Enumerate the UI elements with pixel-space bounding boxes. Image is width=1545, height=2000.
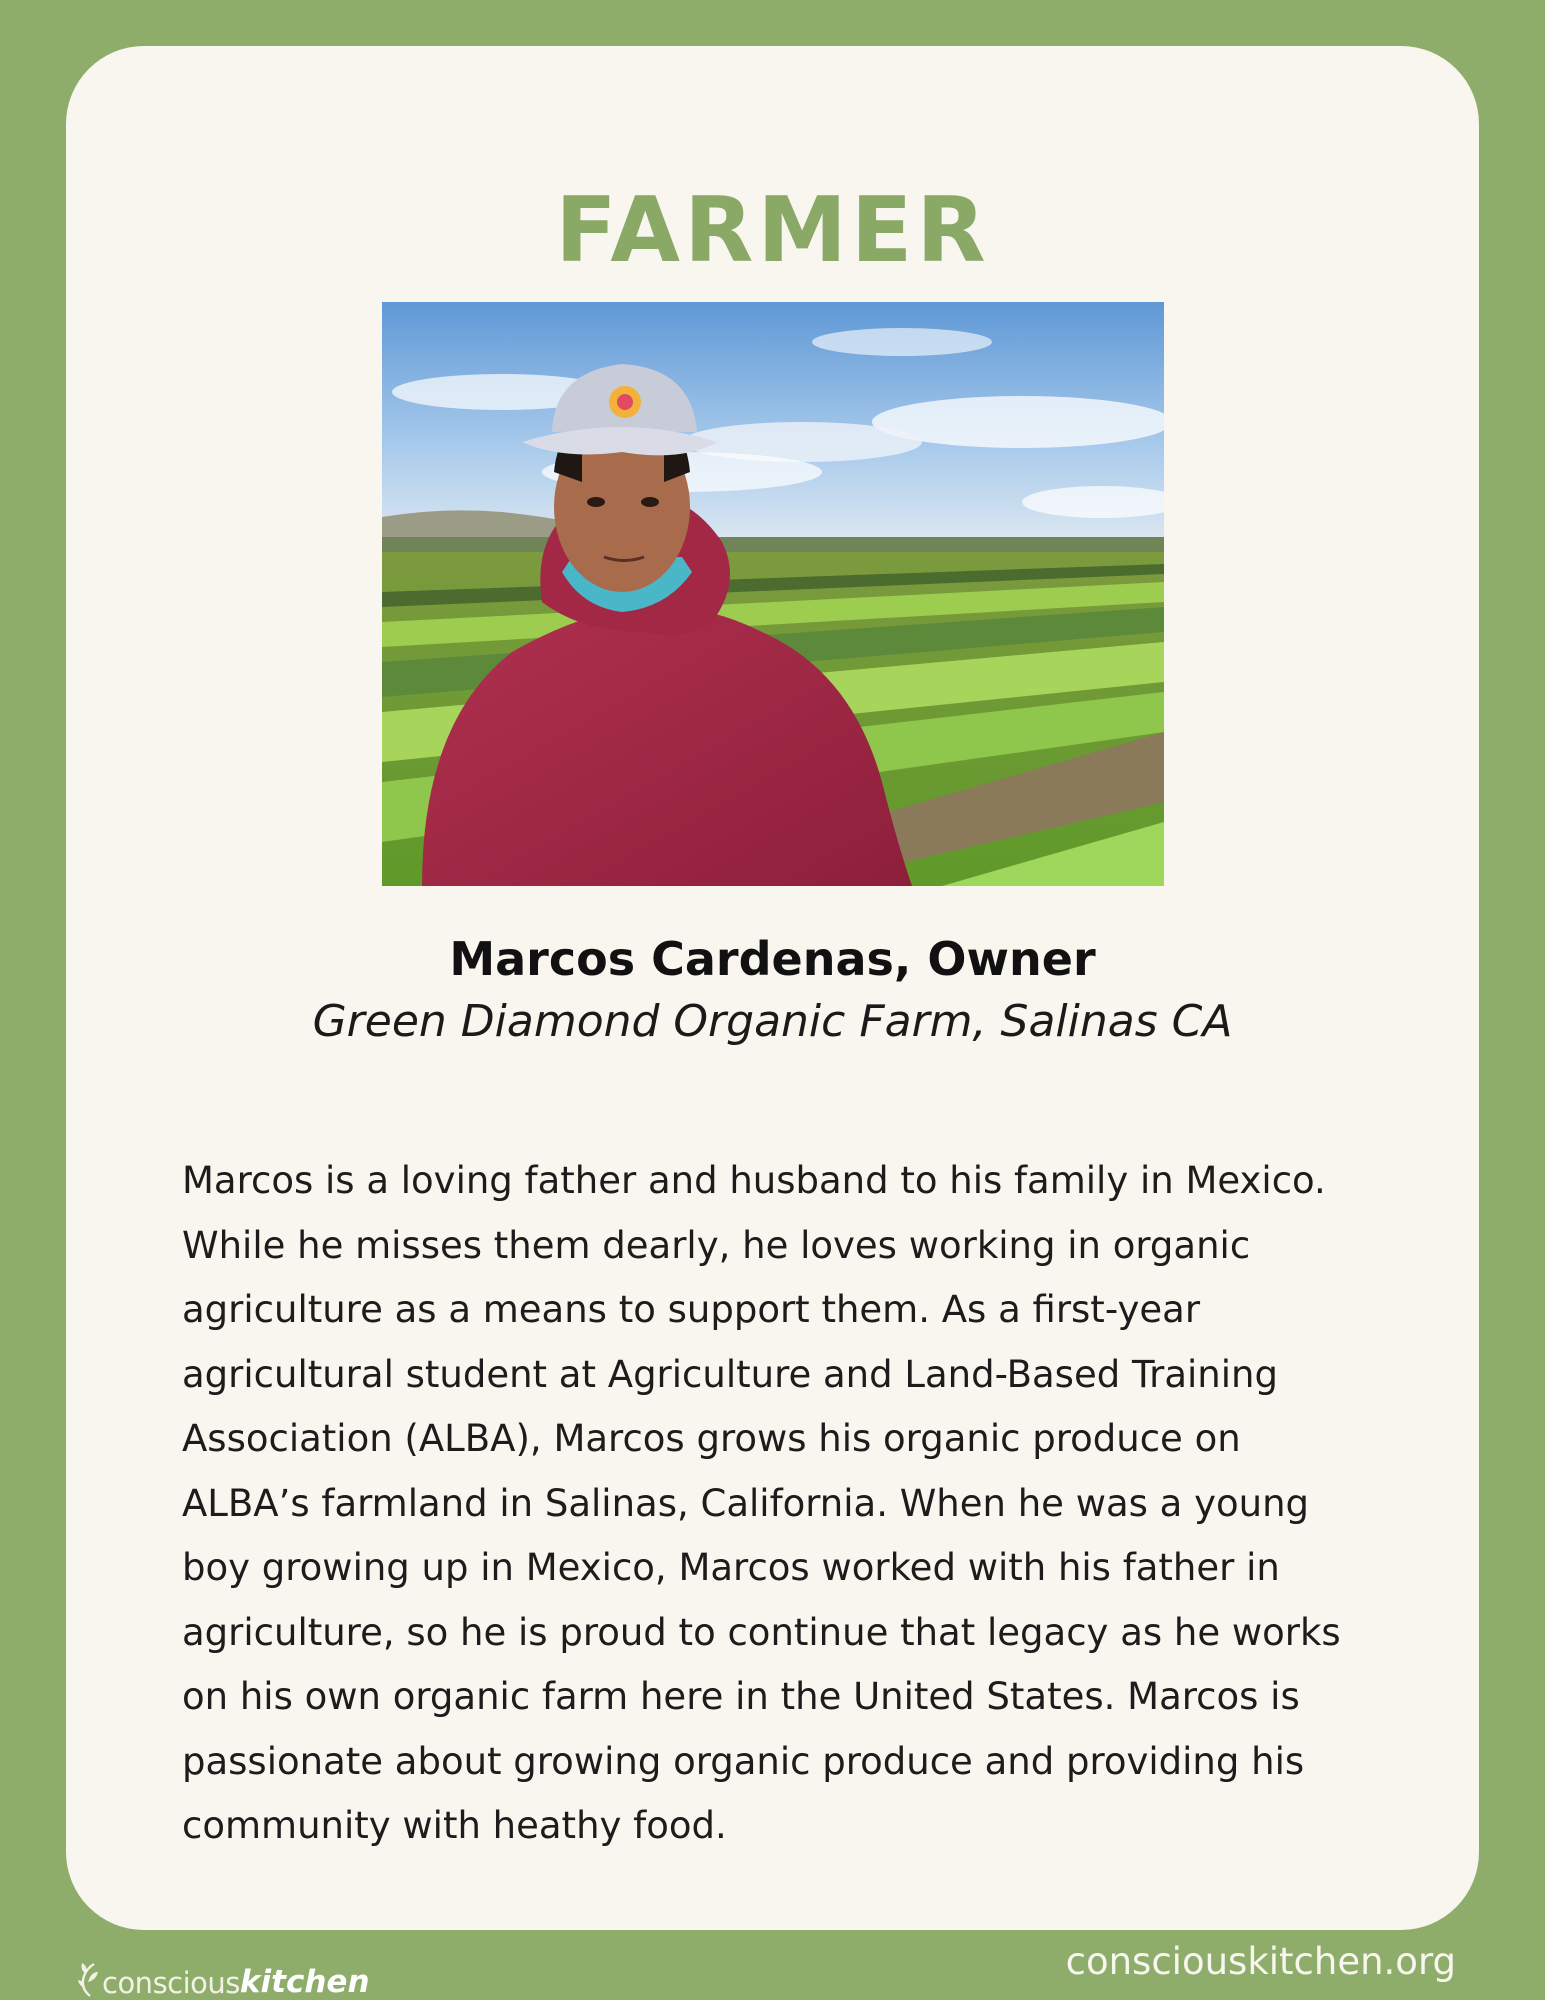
bio-line: passionate about growing organic produce and providing his [182,1739,1305,1783]
bio-line: While he misses them dearly, he loves working in organic [182,1223,1251,1267]
bio-line: agricultural student at Agriculture and Land-Based Training [182,1352,1278,1396]
leaf-icon [76,1958,100,1998]
profile-card [66,46,1479,1930]
bio-line: boy growing up in Mexico, Marcos worked with his father in [182,1546,1280,1589]
page-title: FARMER [555,178,990,283]
bio-line: agriculture as a means to support them. As a first-year [182,1288,1201,1331]
bio-line: Association (ALBA), Marcos grows his organic produce on [182,1417,1241,1460]
logo-text-kitchen: kitchen [239,1964,370,2000]
farmer-photo [382,302,1164,886]
farmer-bio [182,1149,1402,1859]
bio-line: community with heathy food. [182,1804,727,1847]
logo-text-conscious: conscious [102,1966,240,2000]
bio-line: Marcos is a loving father and husband to his family in Mexico. [182,1159,1326,1202]
bio-line: agriculture, so he is proud to continue that legacy as he works [182,1610,1341,1654]
website-link[interactable]: consciouskitchen.org [1065,1940,1456,1983]
conscious-kitchen-logo[interactable] [76,1958,370,1998]
bio-line: ALBA’s farmland in Salinas, California. When he was a young [182,1481,1310,1525]
farm-name: Green Diamond Organic Farm, Salinas CA [312,996,1233,1047]
farmer-name: Marcos Cardenas, Owner [449,932,1096,986]
bio-line: on his own organic farm here in the United States. Marcos is [182,1675,1300,1718]
